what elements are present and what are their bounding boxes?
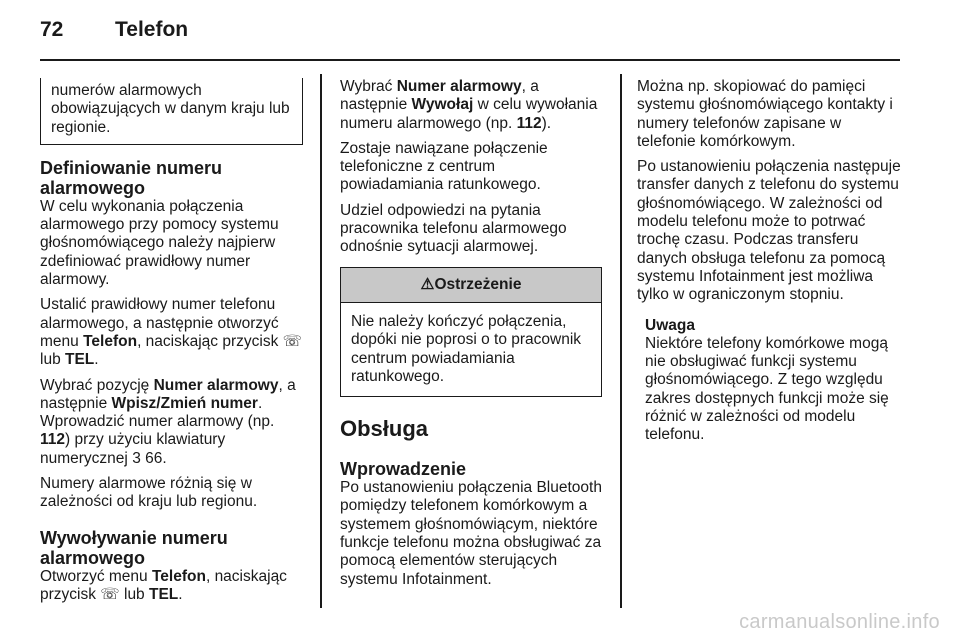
warning-icon: ⚠: [420, 275, 435, 293]
column-divider-2: [620, 74, 622, 608]
note-body: Niektóre telefony komórkowe mogą nie obsługiwać funkcji systemu głośnomówiącego. Z tego względu zakres dostępnych funkcji może się różnić w zależności od modelu telefonu.: [645, 334, 889, 444]
continued-note-text: numerów alarmowych obowiązujących w danym kraju lub regionie.: [51, 82, 290, 136]
note-block: [645, 317, 903, 445]
paragraph: Po ustanowieniu połączenia Bluetooth pomiędzy telefonem komórkowym a systemem głośnomówiącym, niektóre funkcje telefonu można obsługiwać za pomocą elementów sterujących systemu Infotainment.: [340, 479, 602, 588]
example-number: 112: [516, 114, 542, 132]
paragraph: Po ustanowieniu połączenia następuje transfer danych z telefonu do systemu głośnomówiącego. W zależności od modelu telefonu może to potrwać trochę czasu. Podczas transferu danych obsługa telefonu za pomocą systemu Infotainment jest możliwa tylko w ograniczonym stopniu.: [637, 158, 901, 304]
paragraph: W celu wykonania połączenia alarmowego przy pomocy systemu głośnomówiącego należy najpierw zdefiniować prawidłowy numer alarmowy.: [40, 197, 279, 289]
paragraph: Numery alarmowe różnią się w zależności od kraju lub regionu.: [40, 475, 258, 511]
menu-name: Telefon: [83, 332, 138, 350]
page-title: Telefon: [115, 18, 189, 41]
page-reference: 3 66.: [132, 449, 167, 467]
column-1: [40, 78, 303, 611]
warning-title: Ostrzeżenie: [434, 275, 522, 293]
example-number: 112: [40, 431, 66, 449]
column-divider-1: [320, 74, 322, 608]
button-name: TEL: [149, 585, 179, 603]
paragraph: Ustalić prawidłowy numer telefonu alarmowego, a następnie otworzyć menu Telefon, naciskając przycisk ☏ lub TEL.: [40, 296, 303, 369]
menu-item-name: Numer alarmowy: [396, 78, 522, 95]
section-heading-define: Definiowanie numeru alarmowego: [40, 157, 223, 198]
column-3: [637, 78, 903, 445]
menu-item-name: Numer alarmowy: [153, 376, 279, 394]
header-rule: [40, 59, 900, 61]
section-heading-intro: Wprowadzenie: [340, 459, 467, 480]
menu-item-name: Wpisz/Zmień numer: [111, 394, 258, 412]
chapter-heading: Obsługa: [340, 416, 429, 442]
button-name: TEL: [65, 351, 95, 369]
page-number: 72: [40, 18, 64, 41]
phone-button-icon: ☏: [282, 332, 303, 350]
menu-item-name: Wywołaj: [411, 96, 474, 114]
column-2: [340, 78, 602, 596]
paragraph: Udziel odpowiedzi na pytania pracownika telefonu alarmowego odnośnie sytuacji alarmowej.: [340, 201, 567, 256]
paragraph: Można np. skopiować do pamięci systemu głośnomówiącego kontakty i numery telefonów zapisane w telefonie komórkowym.: [637, 78, 893, 150]
paragraph: Wybrać pozycję Numer alarmowy, a następnie Wpisz/Zmień numer. Wprowadzić numer alarmowy (np. 112) przy użyciu klawiatury numerycznej 3 66.: [40, 376, 296, 467]
note-title: Uwaga: [645, 316, 695, 334]
watermark: carmanualsonline.info: [739, 611, 940, 633]
warning-header: [341, 268, 601, 303]
paragraph: Zostaje nawiązane połączenie telefoniczne z centrum powiadamiania ratunkowego.: [340, 139, 548, 194]
phone-button-icon: ☏: [100, 585, 120, 603]
continued-note-box: [40, 78, 303, 145]
paragraph: Otworzyć menu Telefon, naciskając przycisk ☏ lub TEL.: [40, 567, 287, 603]
paragraph: Wybrać Numer alarmowy, a następnie Wywołaj w celu wywołania numeru alarmowego (np. 112).: [340, 78, 598, 132]
warning-body: Nie należy kończyć połączenia, dopóki nie poprosi o to pracownik centrum powiadamiania ratunkowego.: [351, 312, 582, 385]
warning-box: [340, 267, 602, 397]
section-heading-call: Wywoływanie numeru alarmowego: [40, 527, 228, 568]
menu-name: Telefon: [151, 567, 206, 585]
